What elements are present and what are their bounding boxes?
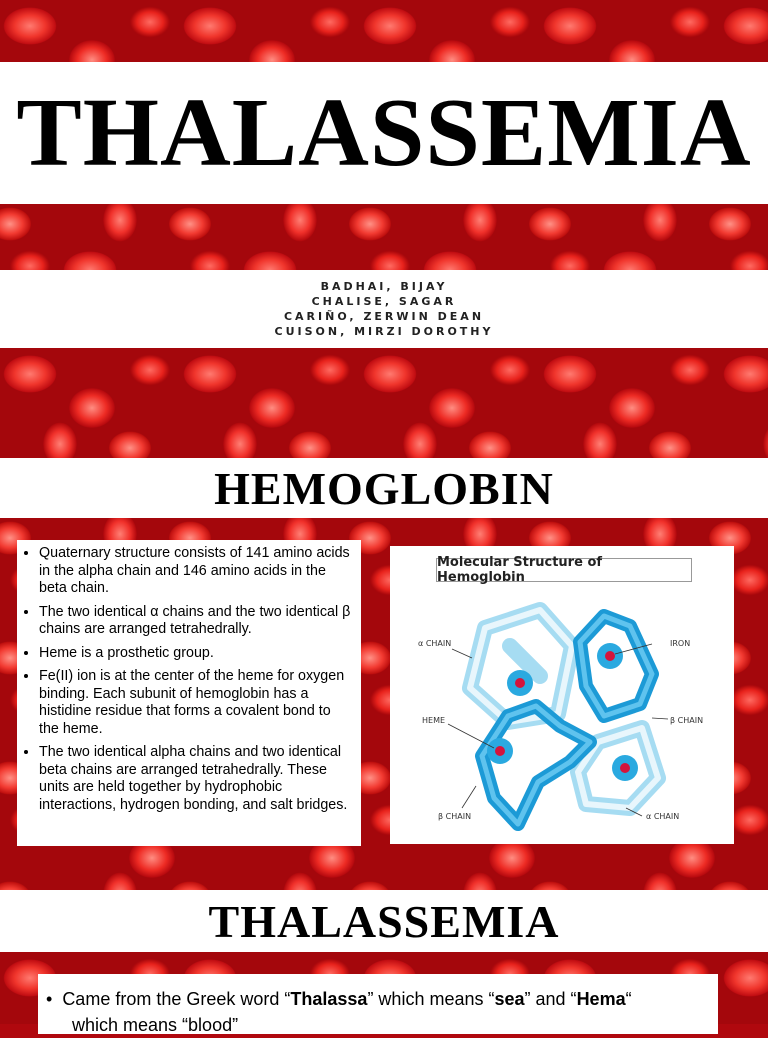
author-4: CUISON, MIRZI DOROTHY: [274, 325, 494, 338]
author-1: BADHAI, BIJAY: [320, 280, 448, 293]
origin-text-1: Came from the Greek word “: [62, 989, 291, 1009]
author-2: CHALISE, SAGAR: [311, 295, 457, 308]
blood-cells-background-mid1: [0, 204, 768, 270]
bullet-dot: •: [46, 989, 63, 1009]
title-band: [0, 62, 768, 204]
author-3: CARIÑO, ZERWIN DEAN: [283, 310, 485, 323]
bullet-item: • The two identical α chains and the two identical β chains are arranged tetrahedrally.: [39, 604, 353, 639]
label-beta-chain-bottom: β CHAIN: [438, 812, 472, 821]
label-beta-chain-right: β CHAIN: [670, 716, 704, 725]
iron-1: [515, 678, 525, 688]
origin-text-3: ” and “: [524, 989, 577, 1009]
blood-cells-background-top: [0, 0, 768, 62]
bullet-item: • Fe(II) ion is at the center of the heme for oxygen binding. Each subunit of hemoglobin has a histidine residue that forms a covalent bond to the heme.: [39, 668, 353, 738]
hemoglobin-bullet-list: [17, 545, 353, 814]
page-title: THALASSEMIA: [16, 79, 752, 187]
label-heme: HEME: [422, 716, 446, 725]
label-alpha-chain-top: α CHAIN: [418, 639, 452, 648]
bullet-item: • Quaternary structure consists of 141 amino acids in the alpha chain and 146 amino acids in the beta chain.: [39, 545, 353, 598]
bullet-item: • The two identical alpha chains and two identical beta chains are arranged tetrahedrally. These units are held together by hydrophobic interactions, hydrogen bonding, and salt bridges.: [39, 744, 353, 814]
label-iron: IRON: [670, 639, 691, 648]
hemoglobin-text-box: [17, 540, 361, 846]
origin-text-2: ” which means “: [367, 989, 495, 1009]
figure-title: Molecular Structure of Hemoglobin: [436, 558, 692, 582]
label-alpha-chain-bottom: α CHAIN: [646, 812, 680, 821]
thalassemia-heading-band: [0, 890, 768, 952]
iron-2: [605, 651, 615, 661]
word-sea: sea: [494, 989, 525, 1009]
thalassemia-text-box: [38, 974, 718, 1034]
origin-text-4: “: [625, 989, 632, 1009]
word-thalassa: Thalassa: [290, 989, 368, 1009]
thalassemia-bullet: [46, 986, 718, 1012]
blood-cells-background-mid2: [0, 348, 768, 458]
word-hema: Hema: [576, 989, 626, 1009]
iron-4: [620, 763, 630, 773]
thalassemia-cut-line: which means “blood”: [72, 1015, 239, 1035]
hemoglobin-diagram: [390, 546, 734, 844]
authors-band: [0, 270, 768, 348]
bullet-item: • Heme is a prosthetic group.: [39, 645, 353, 663]
hemoglobin-heading: HEMOGLOBIN: [214, 462, 554, 514]
iron-3: [495, 746, 505, 756]
thalassemia-heading: THALASSEMIA: [208, 895, 560, 947]
hemoglobin-heading-band: [0, 458, 768, 518]
hemoglobin-figure: [390, 546, 734, 844]
